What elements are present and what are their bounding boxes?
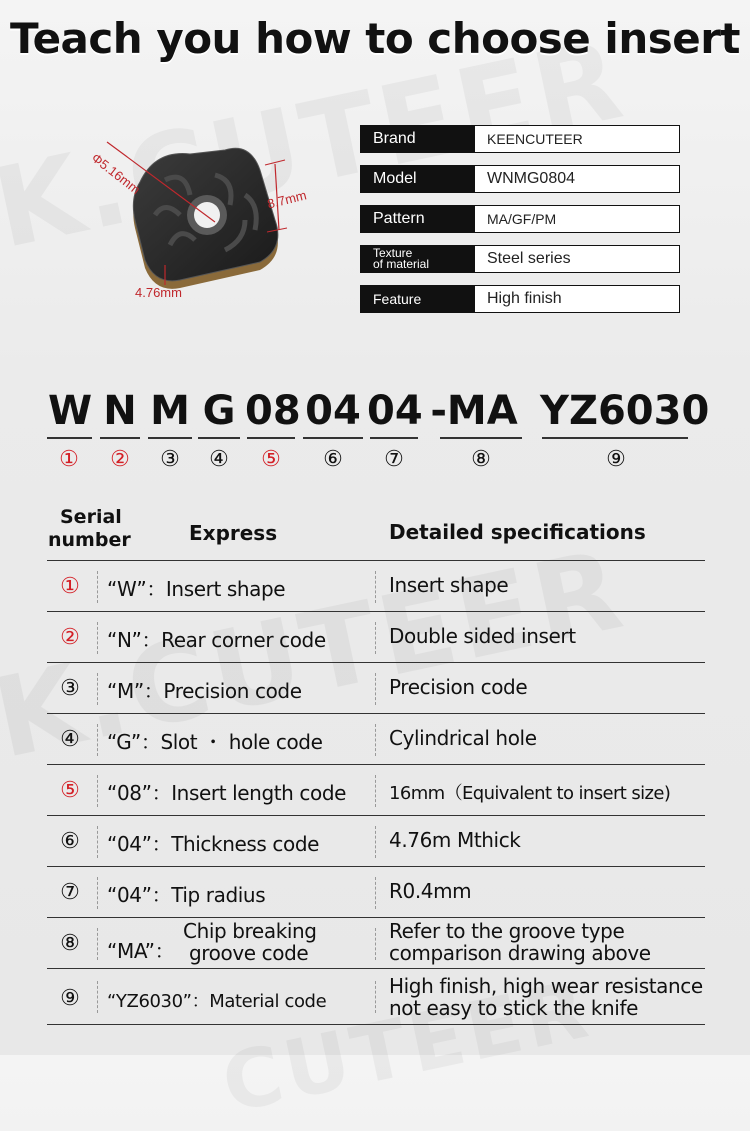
underline <box>440 437 522 439</box>
row-sep: ： <box>151 781 172 805</box>
row-express <box>107 777 346 806</box>
row-detail: Double sided insert <box>389 624 576 648</box>
code-number: ⑤ <box>261 446 281 471</box>
row-code: “G” <box>107 730 141 754</box>
code-number: ⑨ <box>606 446 626 471</box>
spec-table <box>360 125 680 325</box>
spec-value: MA/GF/PM <box>474 205 680 233</box>
divider <box>97 724 98 756</box>
underline <box>303 437 363 439</box>
row-express <box>107 879 265 908</box>
code-part: M <box>150 388 190 434</box>
underline <box>370 437 418 439</box>
divider <box>97 775 98 807</box>
table-row <box>47 866 705 918</box>
code-number: ① <box>59 446 79 471</box>
underline <box>542 437 688 439</box>
table-row <box>47 560 705 612</box>
row-code: “N” <box>107 628 142 652</box>
code-number: ⑦ <box>384 446 404 471</box>
row-number: ① <box>60 573 80 598</box>
row-number: ⑨ <box>60 985 80 1010</box>
row-express <box>107 935 174 964</box>
thickness-label: 4.76mm <box>135 285 182 300</box>
header-express: Express <box>189 521 278 545</box>
row-code: “M” <box>107 679 144 703</box>
divider <box>375 981 376 1013</box>
spec-key: Model <box>360 165 474 193</box>
divider <box>97 877 98 909</box>
divider <box>47 1024 705 1025</box>
insert-image <box>88 120 345 320</box>
code-part: 04 <box>367 388 423 434</box>
row-sep: ： <box>151 832 172 856</box>
spec-value: Steel series <box>474 245 680 273</box>
row-express-text: Insert shape <box>165 577 286 601</box>
spec-value: High finish <box>474 285 680 313</box>
code-number: ⑧ <box>471 446 491 471</box>
code-part: W <box>48 388 93 434</box>
header-serial-line: number <box>48 529 131 551</box>
spec-value: WNMG0804 <box>474 165 680 193</box>
row-number: ⑥ <box>60 828 80 853</box>
table-row <box>47 662 705 714</box>
row-express <box>107 675 302 704</box>
row-code: “08” <box>107 781 152 805</box>
page-title: Teach you how to choose insert <box>10 14 740 63</box>
code-number: ② <box>110 446 130 471</box>
table-row <box>47 815 705 867</box>
row-detail: Insert shape <box>389 573 509 597</box>
spec-key <box>360 245 474 273</box>
row-code: “MA” <box>107 939 155 963</box>
row-detail: 16mm（Equivalent to insert size) <box>389 783 671 804</box>
divider <box>375 673 376 705</box>
row-number: ⑤ <box>60 777 80 802</box>
row-express <box>107 624 326 653</box>
row-express-text: Precision code <box>163 679 302 703</box>
row-detail-line: High finish, high wear resistance <box>389 974 703 998</box>
divider <box>375 622 376 654</box>
code-part: G <box>202 388 236 434</box>
row-number: ③ <box>60 675 80 700</box>
row-number: ④ <box>60 726 80 751</box>
spec-row-material <box>360 245 680 273</box>
divider <box>97 981 98 1013</box>
spec-key-line: of material <box>373 257 430 271</box>
table-row <box>47 917 705 969</box>
spec-key: Pattern <box>360 205 474 233</box>
row-detail: Precision code <box>389 675 528 699</box>
code-number: ⑥ <box>323 446 343 471</box>
row-detail-line: comparison drawing above <box>389 941 651 965</box>
row-number: ⑦ <box>60 879 80 904</box>
row-sep: ： <box>143 679 164 703</box>
spec-key-line: Texture <box>373 246 413 260</box>
row-detail <box>389 920 651 964</box>
row-express <box>107 573 285 602</box>
row-express-text <box>183 920 317 964</box>
row-code: “W” <box>107 577 147 601</box>
row-express-text: Rear corner code <box>161 628 326 652</box>
spec-key: Feature <box>360 285 474 313</box>
row-sep: ： <box>154 939 175 963</box>
divider <box>97 826 98 858</box>
header-detail: Detailed specifications <box>389 520 646 544</box>
table-row <box>47 764 705 816</box>
spec-row-brand <box>360 125 680 153</box>
row-express <box>107 726 323 755</box>
underline <box>247 437 295 439</box>
height-label: 8.7mm <box>265 187 308 212</box>
underline <box>198 437 240 439</box>
row-sep: ： <box>151 883 172 907</box>
divider <box>97 928 98 960</box>
spec-row-pattern <box>360 205 680 233</box>
divider <box>375 724 376 756</box>
divider <box>375 928 376 960</box>
header-serial <box>48 506 131 552</box>
row-express <box>107 828 319 857</box>
row-detail: 4.76m Mthick <box>389 828 521 852</box>
spec-row-feature <box>360 285 680 313</box>
row-code: “04” <box>107 883 152 907</box>
code-number: ③ <box>160 446 180 471</box>
row-code: “YZ6030” <box>107 991 192 1012</box>
row-detail-line: Refer to the groove type <box>389 919 625 943</box>
row-sep: ： <box>140 730 161 754</box>
row-express-text: Tip radius <box>171 883 266 907</box>
divider <box>375 571 376 603</box>
row-detail-line: not easy to stick the knife <box>389 996 639 1020</box>
header-serial-line: Serial <box>60 506 122 528</box>
row-express-text: Insert length code <box>171 781 347 805</box>
row-express-text: Slot ・ hole code <box>160 730 323 754</box>
row-sep: ： <box>191 991 210 1012</box>
divider <box>97 673 98 705</box>
code-part: YZ6030 <box>540 388 710 434</box>
spec-key: Brand <box>360 125 474 153</box>
divider <box>375 775 376 807</box>
row-detail <box>389 975 703 1019</box>
row-express <box>107 987 326 1013</box>
row-sep: ： <box>146 577 166 601</box>
table-row <box>47 713 705 765</box>
divider <box>97 622 98 654</box>
row-detail: Cylindrical hole <box>389 726 537 750</box>
row-express-text: Thickness code <box>171 832 320 856</box>
underline <box>100 437 140 439</box>
underline <box>47 437 92 439</box>
divider <box>97 571 98 603</box>
code-number: ④ <box>209 446 229 471</box>
spec-value: KEENCUTEER <box>474 125 680 153</box>
code-part: -MA <box>430 388 518 434</box>
row-code: “04” <box>107 832 152 856</box>
underline <box>148 437 192 439</box>
table-row <box>47 611 705 663</box>
divider <box>375 826 376 858</box>
row-number: ② <box>60 624 80 649</box>
row-sep: ： <box>141 628 162 652</box>
insert-icon <box>95 120 345 320</box>
code-part: 04 <box>305 388 361 434</box>
row-express-line: groove code <box>189 941 309 965</box>
spec-row-model <box>360 165 680 193</box>
table-row <box>47 968 705 1025</box>
code-part: 08 <box>245 388 301 434</box>
row-number: ⑧ <box>60 930 80 955</box>
divider <box>375 877 376 909</box>
diameter-label: Φ5.16mm <box>88 150 144 198</box>
row-detail: R0.4mm <box>389 879 472 903</box>
code-part: N <box>103 388 137 434</box>
row-express-text: Material code <box>209 991 327 1012</box>
row-express-line: Chip breaking <box>183 919 317 943</box>
